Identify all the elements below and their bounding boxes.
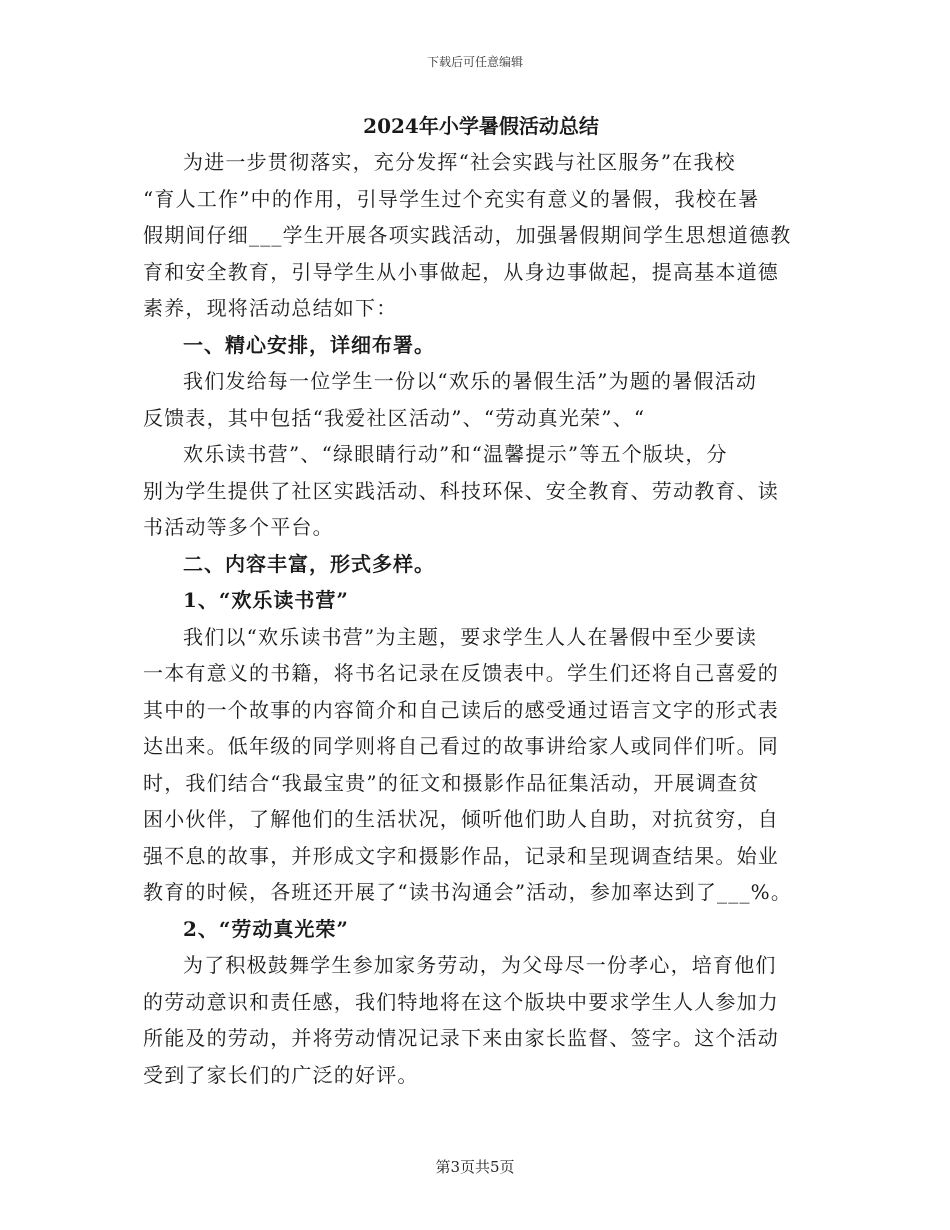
text-line: 素养，现将活动总结如下： (143, 296, 398, 320)
text-line: 困小伙伴，了解他们的生活状况，倾听他们助人自助，对抗贫穷，自 (143, 807, 779, 831)
subsection-1-heading: 1、“欢乐读书营” (183, 588, 349, 612)
page-footer: 第3页共5页 (435, 1158, 515, 1176)
text-line: 为了积极鼓舞学生参加家务劳动，为父母尽一份孝心，培育他们 (183, 953, 777, 977)
text-line: “育人工作”中的作用，引导学生过个充实有意义的暑假，我校在暑 (143, 186, 760, 211)
intro-paragraph (143, 144, 809, 327)
section-2-heading: 二、内容丰富，形式多样。 (183, 551, 435, 576)
text-line: 强不息的故事，并形成文字和摄影作品，记录和呈现调查结果。始业 (143, 843, 779, 868)
text-line: 其中的一个故事的内容简介和自己读后的感受通过语言文字的形式表 (143, 697, 779, 722)
text-line: 欢乐读书营”、“绿眼睛行动”和“温馨提示”等五个版块，分 (183, 442, 728, 466)
text-line: 我们以“欢乐读书营”为主题，要求学生人人在暑假中至少要读 (183, 624, 758, 649)
document-title: 2024年小学暑假活动总结 (363, 114, 599, 138)
text-line: 书活动等多个平台。 (143, 515, 334, 539)
text-line: 育和安全教育，引导学生从小事做起，从身边事做起，提高基本道德 (143, 259, 779, 284)
text-line: 一本有意义的书籍，将书名记录在反馈表中。学生们还将自己喜爱的 (143, 661, 779, 685)
document-body (143, 110, 809, 1093)
subsection-1-paragraph (143, 619, 809, 911)
text-line: 时，我们结合“我最宝贵”的征文和摄影作品征集活动，开展调查贫 (143, 770, 760, 795)
text-line: 别为学生提供了社区实践活动、科技环保、安全教育、劳动教育、读 (143, 478, 779, 503)
text-line: 受到了家长们的广泛的好评。 (143, 1062, 419, 1087)
text-line: 反馈表，其中包括“我爱社区活动”、“劳动真光荣”、“ (143, 405, 646, 430)
section-1-heading: 一、精心安排，详细布署。 (183, 332, 435, 357)
text-line: 达出来。低年级的同学则将自己看过的故事讲给家人或同伴们听。同 (143, 734, 779, 758)
text-line: 假期间仔细___学生开展各项实践活动，加强暑假期间学生思想道德教 (143, 223, 792, 247)
page-header: 下载后可任意编辑 (426, 55, 523, 69)
subsection-2-heading: 2、“劳动真光荣” (183, 916, 349, 941)
subsection-2-paragraph (143, 947, 809, 1093)
text-line: 教育的时候，各班还开展了“读书沟通会”活动，参加率达到了___%。 (143, 880, 793, 904)
text-line: 所能及的劳动，并将劳动情况记录下来由家长监督、签字。这个活动 (143, 1026, 779, 1050)
text-line: 为进一步贯彻落实，充分发挥“社会实践与社区服务”在我校 (183, 150, 736, 174)
text-line: 的劳动意识和责任感，我们特地将在这个版块中要求学生人人参加力 (143, 989, 779, 1014)
section-1-paragraph (143, 363, 809, 546)
text-line: 我们发给每一位学生一份以“欢乐的暑假生活”为题的暑假活动 (183, 369, 758, 393)
